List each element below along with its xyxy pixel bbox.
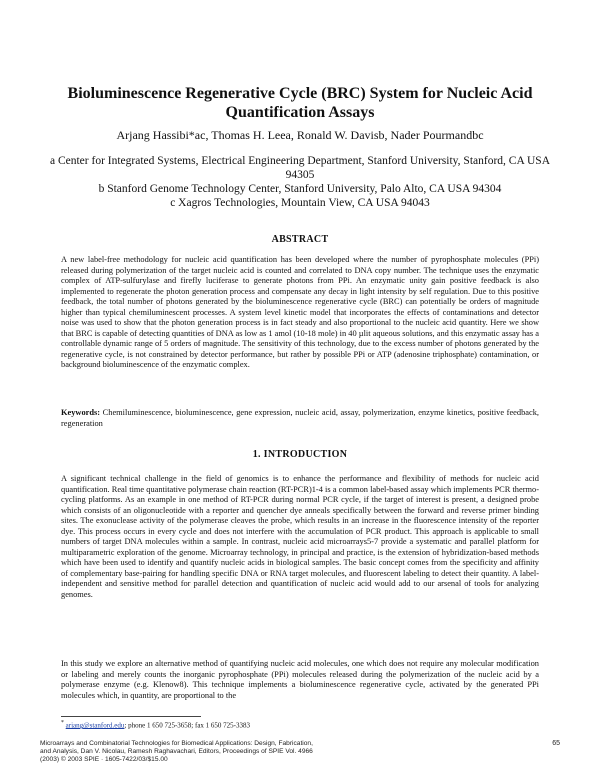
footnote-divider <box>61 716 201 717</box>
page-number: 65 <box>552 740 560 747</box>
abstract-text: A new label-free methodology for nucleic acid quantification has been developed where the number of pyrophosphate molecules (PPi) released during polymerization of the target nucleic acid is counted and correlated to DNA copy number. The technique uses the enzymatic complex of ATP-sulfurylase and firefly luciferase to generate photons from PPi. An enzymatic unity gain positive feedback is also implemented to regenerate the photon generation process and compensate any decay in light intensity by self regulation. Due to this positive feedback, the total number of photons generated by the bioluminescence regenerative cycle (BRC) can potentially be orders of magnitude higher than typical chemiluminescent processes. A system level kinetic model that incorporates the effects of contaminations and detector noise was used to show that the photon generation process is in fact steady and also proportional to the nucleic acid quantity. Here we show that BRC is capable of detecting quantities of DNA as low as 1 amol (10-18 mole) in 40 µlit aqueous solutions, and this enzymatic assay has a controllable dynamic range of 5 orders of magnitude. The sensitivity of this technology, due to the excess number of photons generated by the regenerative cycle, is not constrained by detector performance, but rather by possible PPi or ATP (adenosine triphosphate) contamination, or background bioluminescence of the enzymatic complex. <box>61 255 539 369</box>
footnote <box>61 719 539 730</box>
citation-footer <box>40 740 440 765</box>
intro-paragraph-1: A significant technical challenge in the field of genomics is to enhance the performance and flexibility of methods for nucleic acid quantification. Real time quantitative polymerase chain reaction (RT-PCR)1-4 is a common label-based assay which implements PCR thermo-cycling platforms. As an example in one method of RT-PCR during normal PCR cycle, if the target of interest is present, a designed probe which consists of an oligonucleotide with a reporter and quencher dye anneals specifically between the forward and reverse primer binding sites. The exonuclease activity of the polymerase cleaves the probe, which results in an increase in the fluorescence intensity of the reporter dye. This process occurs in every cycle and does not interfere with the accumulation of PCR product. This approach is applicable to small numbers of target DNA molecules within a sample. In contrast, nucleic acid microarrays5-7 provide a systematic and parallel platform for multiparametric exploration of the genome. Microarray technology, in principal and practice, is the extension of hybridization-based methods which have been used to identify and quantify nucleic acids in biological samples. The basic concept comes from the specificity and affinity of complementary base-pairing for handling specific DNA or RNA target molecules, and fluorescent labeling to detect their quantity. A label-independent and sensitive method for parallel detection and quantification of nucleic acid would add to our arsenal of tools for analyzing genomes. <box>61 474 539 599</box>
section-heading-introduction: 1. INTRODUCTION <box>252 449 348 460</box>
intro-paragraph-2: In this study we explore an alternative method of quantifying nucleic acid molecules, one which does not require any molecular modification or labeling and merely counts the inorganic pyrophosphate (PPi) molecules released during the polymerization of the nucleic acid by a polymerase enzyme (e.g. Klenow8). This technique implements a bioluminescence regenerative cycle, activated by the generated PPi molecules which, in quantity, are proportional to the <box>61 659 539 700</box>
keywords-list: Chemiluminescence, bioluminescence, gene expression, nucleic acid, assay, polymerization, enzyme kinetics, positive feedback, regeneration <box>61 408 539 428</box>
author-email-link[interactable]: arjang@stanford.edu <box>65 721 125 730</box>
affiliations <box>40 154 560 210</box>
footnote-marker: * <box>61 720 64 726</box>
affiliation-c: c Xagros Technologies, Mountain View, CA USA 94043 <box>170 197 430 209</box>
footer-line: Microarrays and Combinatorial Technologies for Biomedical Applications: Design, Fabrication, <box>40 740 313 747</box>
author-list: Arjang Hassibi*ac, Thomas H. Leea, Ronald W. Davisb, Nader Pourmandbc <box>116 128 484 142</box>
paper-title: Bioluminescence Regenerative Cycle (BRC) System for Nucleic Acid Quantification Assays <box>67 85 533 121</box>
footnote-contact: ; phone 1 650 725-3658; fax 1 650 725-3383 <box>124 721 251 730</box>
footer-line: and Analysis, Dan V. Nicolau, Ramesh Raghavachari, Editors, Proceedings of SPIE Vol. 4966 <box>40 748 313 756</box>
keywords-label: Keywords: <box>61 408 101 417</box>
affiliation-a: a Center for Integrated Systems, Electrical Engineering Department, Stanford University, Stanford, CA USA 94305 <box>49 155 550 181</box>
abstract-heading: ABSTRACT <box>271 234 329 245</box>
footer-line: (2003) © 2003 SPIE · 1605-7422/03/$15.00 <box>40 756 168 764</box>
affiliation-b: b Stanford Genome Technology Center, Stanford University, Palo Alto, CA USA 94304 <box>98 183 502 195</box>
keywords-block <box>61 408 539 429</box>
